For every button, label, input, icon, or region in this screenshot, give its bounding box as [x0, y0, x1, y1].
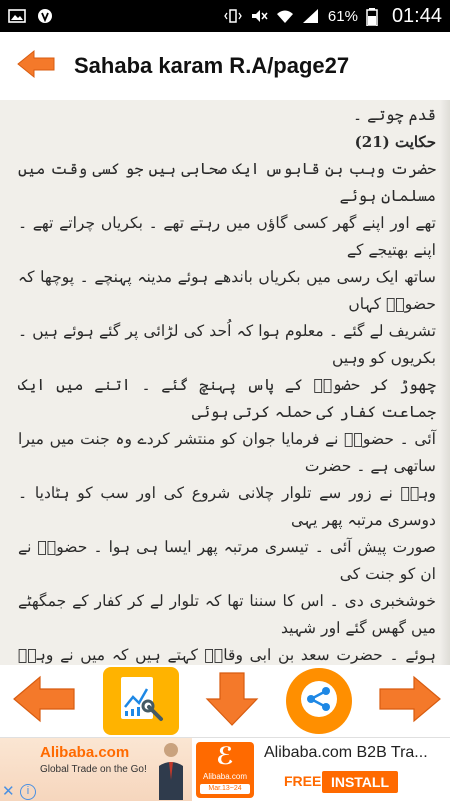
text-line: ساتھ ایک رسی میں بکریاں باندھے ہوئے مدینہ پہنچے ۔ پوچھا کہ حضورؐ کہاں [18, 268, 436, 313]
text-line: تھے اور اپنے گھر کسی گاؤں میں رہتے تھے ۔ بکریاں چراتے تھے ۔ اپنے بھتیجے کے [18, 214, 436, 259]
text-line: خوشخبری دی ۔ اس کا سننا تھا کہ تلوار لے کر کفار کے جمگھٹے میں گھس گئے اور شہید [18, 592, 436, 637]
page-text [18, 102, 436, 665]
battery-icon [366, 8, 384, 24]
prev-page-button[interactable] [12, 675, 76, 728]
ad-banner[interactable] [0, 737, 450, 800]
battery-percent: 61% [327, 7, 358, 25]
close-icon[interactable]: ✕ [2, 783, 15, 800]
text-line: چھوڑ کر حضورؐ کے پاس پہنچ گئے ۔ اتنے میں ایک جماعت کفار کی حملہ کرتی ہوئی [18, 376, 436, 421]
back-button[interactable] [14, 48, 58, 84]
text-line: حضرت وہب بن قابوس ایک صحابی ہیں جو کسی وقت میں مسلمان ہوئے [18, 160, 436, 205]
ad-app-logo[interactable] [196, 742, 254, 798]
share-icon [299, 679, 339, 724]
wifi-icon [276, 8, 294, 24]
logo-mark-icon: ℰ [216, 743, 234, 770]
info-icon[interactable]: i [20, 784, 36, 800]
text-line: تشریف لے گئے ۔ معلوم ہوا کہ اُحد کی لڑائی پر گئے ہوئے ہیں ۔ بکریوں کو وہیں [18, 322, 436, 367]
chart-wrench-icon [113, 673, 169, 730]
ad-tagline: Global Trade on the Go! [40, 764, 147, 775]
mute-icon [250, 8, 268, 24]
gallery-icon [8, 8, 26, 24]
chart-settings-button[interactable] [103, 667, 179, 735]
book-page[interactable] [0, 100, 450, 665]
arrow-left-icon [16, 49, 56, 84]
page-edge-shadow [440, 100, 450, 665]
text-line: صورت پیش آئی ۔ تیسری مرتبہ پھر ایسا ہی ہوا ۔ حضورؐ نے ان کو جنت کی [18, 538, 436, 583]
share-button[interactable] [286, 668, 352, 734]
person-icon [156, 740, 186, 800]
arrow-left-icon [12, 675, 76, 728]
clock: 01:44 [391, 4, 442, 27]
story-heading: حکایت (21) [354, 133, 436, 151]
vibrate-icon [224, 8, 242, 24]
signal-icon [302, 8, 320, 24]
ad-brand: Alibaba.com [40, 744, 130, 761]
shield-icon [36, 8, 54, 24]
down-button[interactable] [205, 671, 259, 732]
page-title: Sahaba karam R.A/page27 [74, 53, 350, 78]
arrow-down-icon [205, 671, 259, 732]
ad-title[interactable]: Alibaba.com B2B Tra... [264, 744, 428, 761]
text-line: قدم چوتے ۔ [352, 106, 436, 124]
ad-logo-text: Alibaba.com [202, 772, 248, 781]
text-line: ہوئے ۔ حضرت سعد بن ابی وقاصؓ کہتے ہیں کہ میں نے وہبؓ [18, 646, 436, 664]
ad-free-label: FREE [284, 773, 322, 789]
status-bar [0, 0, 450, 32]
next-page-button[interactable] [378, 675, 442, 728]
text-line: وہبؓ نے زور سے تلوار چلانی شروع کی اور سب کو ہٹادیا ۔ دوسری مرتبہ پھر یہی [18, 484, 436, 529]
bottom-toolbar [0, 665, 450, 737]
text-line: آئی ۔ حضورؐ نے فرمایا جوان کو منتشر کردے وہ جنت میں میرا ساتھی ہے ۔ حضرت [18, 430, 436, 475]
ad-logo-date: Mar.13~24 [200, 784, 250, 794]
app-bar [0, 32, 450, 100]
install-button[interactable]: INSTALL [322, 771, 398, 793]
arrow-right-icon [378, 675, 442, 728]
